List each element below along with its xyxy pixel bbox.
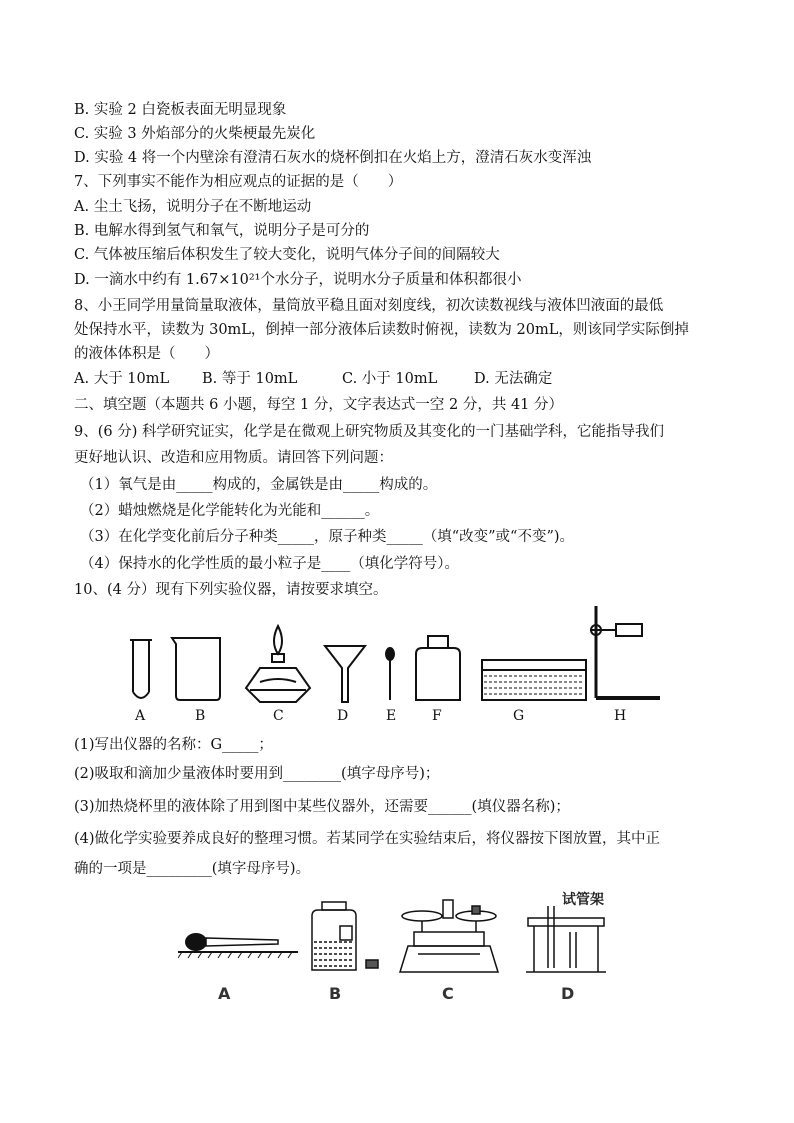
iron-stand-icon [590,606,660,698]
question-10-sub1: (1)写出仪器的名称：G_____； [74,737,273,753]
option-6c: C. 实验 3 外焰部分的火柴梗最先炭化 [74,126,316,142]
test-tube-icon [130,640,152,698]
question-10-sub4-line1: (4)做化学实验要养成良好的整理习惯。若某同学在实验结束后，将仪器按下图放置，其中正 [74,831,661,847]
rack-label: 试管架 [562,892,604,908]
beaker-icon [172,638,220,700]
dropper-lying-icon [178,933,298,958]
question-8-line2: 处保持水平，读数为 30mL，倒掉一部分液体后读数时俯视，读数为 20mL，则该同学实际倒掉 [74,322,689,338]
question-9-line1: 9、(6 分) 科学研究证实，化学是在微观上研究物质及其变化的一门基础学科，它能指导我们 [74,424,664,440]
fig2-label-b: B [329,984,342,1003]
question-9-sub4: （4）保持水的化学性质的最小粒子是____（填化学符号）。 [80,556,459,572]
fig1-label-f: F [432,708,442,724]
fig2-label-d: D [561,984,575,1003]
open-bottle-icon [312,902,378,970]
question-7: 7、下列事实不能作为相应观点的证据的是（ ） [74,174,403,190]
question-9-sub1: （1）氧气是由_____构成的，金属铁是由_____构成的。 [80,477,438,493]
question-9-sub3: （3）在化学变化前后分子种类_____，原子种类_____（填“改变”或“不变”)。 [80,529,575,545]
option-7a: A. 尘土飞扬，说明分子在不断地运动 [74,199,312,215]
fig1-label-c: C [273,708,284,724]
question-10-sub2: (2)吸取和滴加少量液体时要用到________(填字母序号)； [74,766,440,782]
funnel-icon [325,646,365,702]
question-9-sub2: （2）蜡烛燃烧是化学能转化为光能和______。 [80,503,380,519]
option-7b: B. 电解水得到氢气和氧气，说明分子是可分的 [74,223,370,239]
option-8d: D. 无法确定 [474,371,553,387]
option-8a: A. 大于 10mL [74,371,170,387]
fig1-label-a: A [135,708,146,724]
dropper-icon [386,648,394,700]
placement-figure [178,888,628,980]
section-2-heading: 二、填空题（本题共 6 小题，每空 1 分，文字表达式一空 2 分，共 41 分） [74,397,563,413]
fig1-label-g: G [513,708,525,724]
option-7d: D. 一滴水中约有 1.67×10²¹个水分子，说明水分子质量和体积都很小 [74,272,522,288]
test-tube-rack-icon [526,906,606,972]
question-10: 10、(4 分）现有下列实验仪器，请按要求填空。 [74,582,388,598]
option-8c: C. 小于 10mL [342,371,438,387]
question-10-sub4-line2: 确的一项是_________(填字母序号)。 [74,861,311,877]
fig2-label-a: A [218,984,231,1003]
fig1-label-h: H [614,708,627,724]
alcohol-lamp-icon [246,626,310,702]
balance-icon [400,900,498,972]
option-7c: C. 气体被压缩后体积发生了较大变化，说明气体分子间的间隔较大 [74,247,500,263]
question-9-line2: 更好地认识、改造和应用物质。请回答下列问题： [74,450,393,466]
question-8-line1: 8、小王同学用量筒量取液体，量筒放平稳且面对刻度线，初次读数视线与液体凹液面的最低 [74,298,664,314]
option-6d: D. 实验 4 将一个内壁涂有澄清石灰水的烧杯倒扣在火焰上方，澄清石灰水变浑浊 [74,150,592,166]
reagent-bottle-icon [416,636,460,700]
option-8b: B. 等于 10mL [202,371,298,387]
fig1-label-d: D [337,708,349,724]
fig1-label-b: B [195,708,206,724]
question-8-line3: 的液体体积是（ ） [74,346,219,362]
fig2-label-c: C [442,984,454,1003]
fig1-label-e: E [386,708,397,724]
option-6b: B. 实验 2 白瓷板表面无明显现象 [74,102,287,118]
question-10-sub3: (3)加热烧杯里的液体除了用到图中某些仪器外，还需要______(填仪器名称)； [74,799,570,815]
